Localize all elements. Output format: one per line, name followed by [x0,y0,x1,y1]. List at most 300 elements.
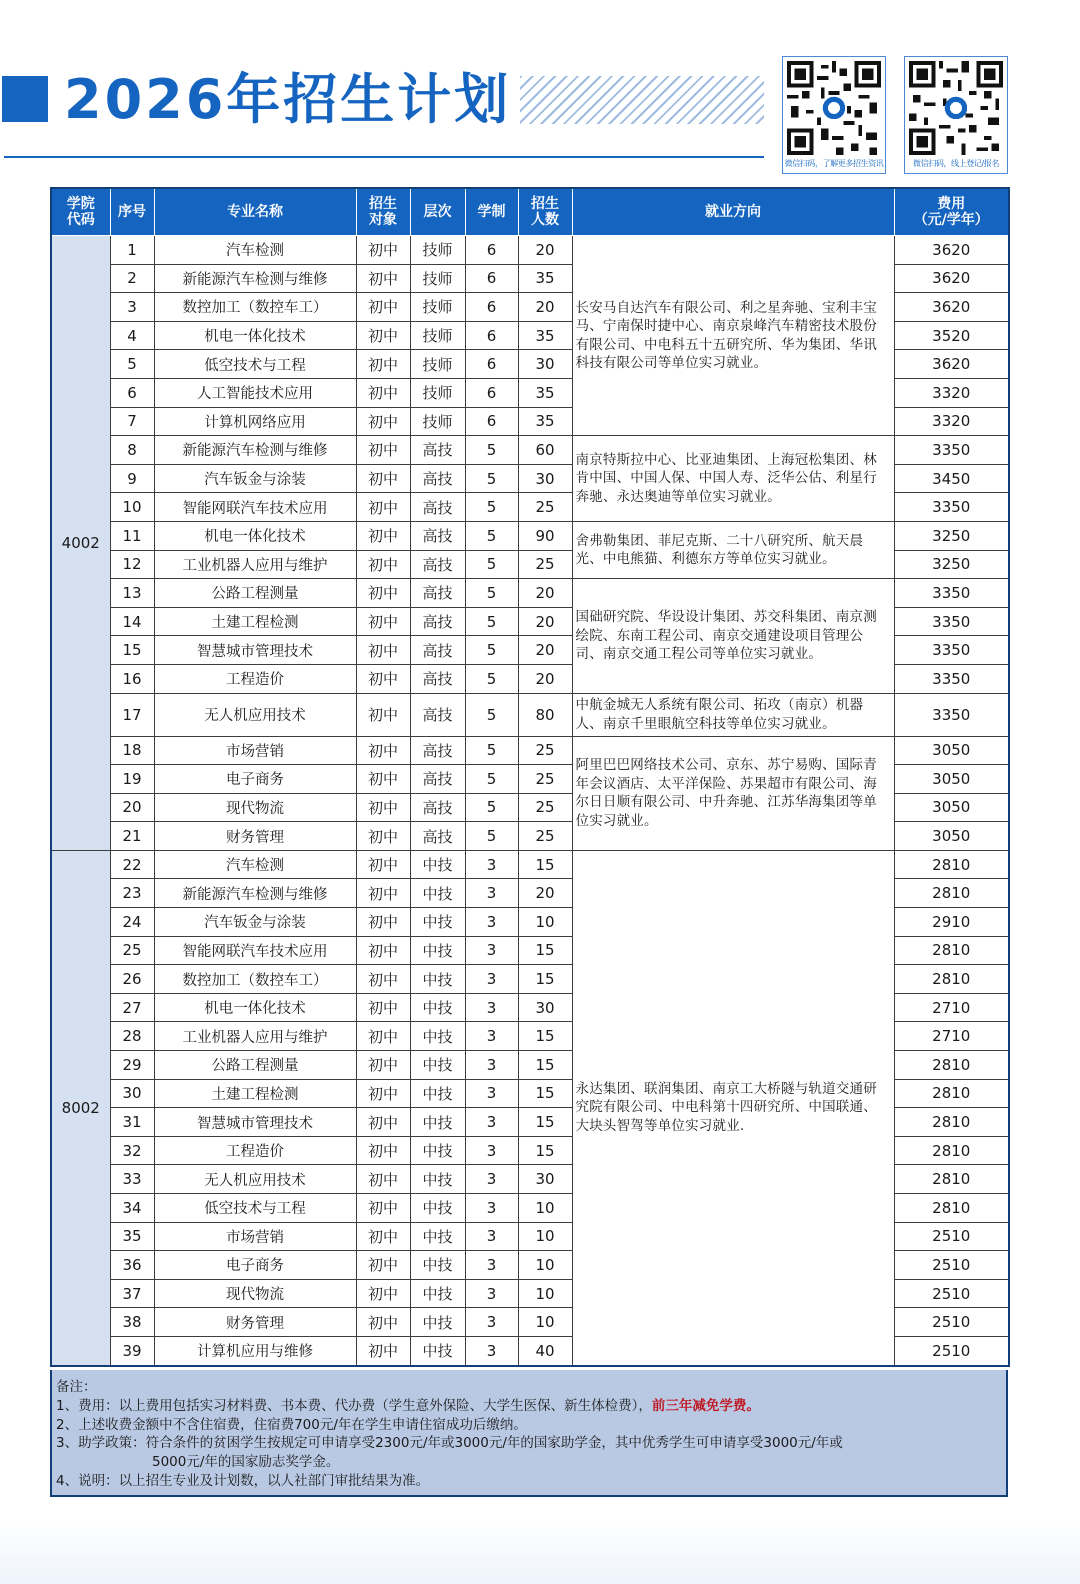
note-aid-line1: 3、助学政策：符合条件的贫困学生按规定可申请享受2300元/年或3000元/年的国家助学金，其中优秀学生可申请享受3000元/年或 [56,1435,843,1452]
level-cell: 高技 [410,436,465,465]
level-cell: 技师 [410,378,465,407]
target-cell: 初中 [356,293,410,322]
count-cell: 35 [518,378,572,407]
seq-cell: 7 [110,407,154,436]
level-cell: 技师 [410,407,465,436]
count-cell: 25 [518,765,572,794]
count-cell: 40 [518,1336,572,1365]
target-cell: 初中 [356,321,410,350]
seq-cell: 1 [110,236,154,265]
major-name-cell: 工业机器人应用与维护 [154,1022,356,1051]
fee-cell: 2810 [894,850,1009,879]
level-cell: 中技 [410,1136,465,1165]
level-cell: 高技 [410,521,465,550]
years-cell: 3 [465,1251,518,1280]
level-cell: 中技 [410,1308,465,1337]
major-name-cell: 智慧城市管理技术 [154,636,356,665]
qr-code-icon [787,61,881,155]
seq-cell: 33 [110,1165,154,1194]
level-cell: 中技 [410,936,465,965]
years-cell: 3 [465,1165,518,1194]
count-cell: 35 [518,264,572,293]
fee-cell: 2810 [894,1079,1009,1108]
major-name-cell: 新能源汽车检测与维修 [154,264,356,293]
major-name-cell: 无人机应用技术 [154,693,356,736]
fee-cell: 2810 [894,1108,1009,1137]
fee-cell: 3350 [894,436,1009,465]
qr-caption-register: 微信扫码，线上登记/报名 [913,159,999,168]
count-cell: 10 [518,1222,572,1251]
count-cell: 35 [518,321,572,350]
count-cell: 15 [518,850,572,879]
table-row [51,850,1009,879]
seq-cell: 14 [110,607,154,636]
years-cell: 5 [465,636,518,665]
major-name-cell: 机电一体化技术 [154,521,356,550]
seq-cell: 25 [110,936,154,965]
target-cell: 初中 [356,436,410,465]
target-cell: 初中 [356,693,410,736]
years-cell: 3 [465,993,518,1022]
count-cell: 25 [518,550,572,579]
target-cell: 初中 [356,1165,410,1194]
col-header-seq: 序号 [110,188,154,236]
years-cell: 5 [465,521,518,550]
count-cell: 35 [518,407,572,436]
col-header-level: 层次 [410,188,465,236]
level-cell: 中技 [410,1051,465,1080]
years-cell: 3 [465,879,518,908]
target-cell: 初中 [356,264,410,293]
target-cell: 初中 [356,550,410,579]
seq-cell: 28 [110,1022,154,1051]
years-cell: 6 [465,236,518,265]
fee-cell: 3620 [894,350,1009,379]
years-cell: 5 [465,736,518,765]
college-code-cell: 4002 [51,236,110,851]
seq-cell: 22 [110,850,154,879]
table-row [51,236,1009,265]
level-cell: 中技 [410,1251,465,1280]
level-cell: 中技 [410,965,465,994]
years-cell: 6 [465,378,518,407]
level-cell: 中技 [410,1336,465,1365]
seq-cell: 16 [110,664,154,693]
table-row [51,736,1009,765]
years-cell: 3 [465,936,518,965]
level-cell: 中技 [410,1022,465,1051]
target-cell: 初中 [356,1251,410,1280]
seq-cell: 5 [110,350,154,379]
years-cell: 3 [465,1108,518,1137]
title-underline [4,156,764,158]
major-name-cell: 智慧城市管理技术 [154,1108,356,1137]
fee-cell: 2510 [894,1336,1009,1365]
seq-cell: 15 [110,636,154,665]
level-cell: 技师 [410,293,465,322]
qr-caption-info: 微信扫码，了解更多招生资讯 [784,159,884,168]
qr-card-register[interactable] [904,56,1008,174]
employment-cell: 舍弗勒集团、菲尼克斯、二十八研究所、航天晨光、中电熊猫、利德东方等单位实习就业。 [572,521,894,578]
target-cell: 初中 [356,1222,410,1251]
page-title: 2026年招生计划 [64,68,512,131]
count-cell: 25 [518,493,572,522]
note-housing: 2、上述收费金额中不含住宿费，住宿费700元/年在学生申请住宿成功后缴纳。 [56,1416,527,1433]
count-cell: 10 [518,1308,572,1337]
target-cell: 初中 [356,879,410,908]
target-cell: 初中 [356,1308,410,1337]
fee-cell: 3250 [894,521,1009,550]
fee-cell: 2810 [894,1194,1009,1223]
level-cell: 中技 [410,1165,465,1194]
level-cell: 中技 [410,1279,465,1308]
seq-cell: 26 [110,965,154,994]
target-cell: 初中 [356,407,410,436]
level-cell: 中技 [410,993,465,1022]
fee-cell: 3350 [894,607,1009,636]
count-cell: 30 [518,350,572,379]
major-name-cell: 无人机应用技术 [154,1165,356,1194]
target-cell: 初中 [356,965,410,994]
level-cell: 技师 [410,350,465,379]
count-cell: 25 [518,793,572,822]
count-cell: 15 [518,965,572,994]
seq-cell: 2 [110,264,154,293]
employment-cell: 南京特斯拉中心、比亚迪集团、上海冠松集团、林肯中国、中国人保、中国人寿、泛华公估、利星行奔驰、永达奥迪等单位实习就业。 [572,436,894,522]
level-cell: 技师 [410,236,465,265]
table-row [51,521,1009,550]
major-name-cell: 电子商务 [154,765,356,794]
fee-cell: 2710 [894,993,1009,1022]
title-square-decoration [2,76,48,122]
count-cell: 30 [518,1165,572,1194]
seq-cell: 6 [110,378,154,407]
count-cell: 80 [518,693,572,736]
count-cell: 25 [518,736,572,765]
major-name-cell: 低空技术与工程 [154,350,356,379]
table-body [51,236,1009,1366]
years-cell: 5 [465,436,518,465]
target-cell: 初中 [356,936,410,965]
years-cell: 5 [465,693,518,736]
level-cell: 高技 [410,493,465,522]
target-cell: 初中 [356,793,410,822]
target-cell: 初中 [356,736,410,765]
fee-cell: 3350 [894,493,1009,522]
fee-cell: 3050 [894,822,1009,851]
table-row [51,436,1009,465]
level-cell: 高技 [410,607,465,636]
years-cell: 3 [465,1022,518,1051]
major-name-cell: 市场营销 [154,736,356,765]
major-name-cell: 财务管理 [154,1308,356,1337]
target-cell: 初中 [356,493,410,522]
seq-cell: 12 [110,550,154,579]
level-cell: 中技 [410,1108,465,1137]
fee-cell: 3450 [894,464,1009,493]
level-cell: 高技 [410,765,465,794]
level-cell: 高技 [410,736,465,765]
major-name-cell: 公路工程测量 [154,1051,356,1080]
count-cell: 20 [518,236,572,265]
fee-cell: 3050 [894,765,1009,794]
seq-cell: 20 [110,793,154,822]
count-cell: 10 [518,1279,572,1308]
fee-cell: 2510 [894,1251,1009,1280]
level-cell: 中技 [410,908,465,937]
count-cell: 15 [518,1051,572,1080]
major-name-cell: 汽车检测 [154,236,356,265]
fee-cell: 2510 [894,1308,1009,1337]
major-name-cell: 机电一体化技术 [154,993,356,1022]
fee-cell: 3320 [894,407,1009,436]
count-cell: 10 [518,908,572,937]
target-cell: 初中 [356,350,410,379]
years-cell: 5 [465,550,518,579]
count-cell: 20 [518,879,572,908]
employment-cell: 中航金城无人系统有限公司、拓攻（南京）机器人、南京千里眼航空科技等单位实习就业。 [572,693,894,736]
note-fees-highlight: 前三年减免学费。 [651,1397,760,1414]
target-cell: 初中 [356,378,410,407]
major-name-cell: 现代物流 [154,793,356,822]
years-cell: 3 [465,1308,518,1337]
col-header-years: 学制 [465,188,518,236]
seq-cell: 17 [110,693,154,736]
bottom-background [0,1520,1080,1584]
years-cell: 3 [465,1136,518,1165]
major-name-cell: 电子商务 [154,1251,356,1280]
seq-cell: 10 [110,493,154,522]
major-name-cell: 新能源汽车检测与维修 [154,879,356,908]
level-cell: 中技 [410,1222,465,1251]
major-name-cell: 人工智能技术应用 [154,378,356,407]
fee-cell: 2810 [894,936,1009,965]
target-cell: 初中 [356,236,410,265]
employment-cell: 阿里巴巴网络技术公司、京东、苏宁易购、国际青年会议酒店、太平洋保险、苏果超市有限公司、海尔日日顺有限公司、中升奔驰、江苏华海集团等单位实习就业。 [572,736,894,850]
target-cell: 初中 [356,1336,410,1365]
target-cell: 初中 [356,765,410,794]
major-name-cell: 数控加工（数控车工） [154,965,356,994]
title-stripes-decoration [520,76,764,124]
years-cell: 3 [465,1051,518,1080]
fee-cell: 3520 [894,321,1009,350]
seq-cell: 11 [110,521,154,550]
target-cell: 初中 [356,636,410,665]
fee-cell: 2510 [894,1279,1009,1308]
years-cell: 3 [465,1222,518,1251]
years-cell: 3 [465,1079,518,1108]
fee-cell: 2710 [894,1022,1009,1051]
years-cell: 6 [465,407,518,436]
major-name-cell: 汽车钣金与涂装 [154,908,356,937]
years-cell: 5 [465,579,518,608]
target-cell: 初中 [356,1194,410,1223]
level-cell: 高技 [410,664,465,693]
target-cell: 初中 [356,1108,410,1137]
years-cell: 5 [465,607,518,636]
count-cell: 15 [518,1108,572,1137]
level-cell: 中技 [410,879,465,908]
seq-cell: 34 [110,1194,154,1223]
note-fees [56,1397,1000,1416]
employment-cell: 永达集团、联润集团、南京工大桥隧与轨道交通研究院有限公司、中电科第十四研究所、中国联通、大块头智驾等单位实习就业. [572,850,894,1365]
seq-cell: 4 [110,321,154,350]
fee-cell: 3350 [894,579,1009,608]
major-name-cell: 土建工程检测 [154,607,356,636]
fee-cell: 3620 [894,236,1009,265]
count-cell: 20 [518,636,572,665]
seq-cell: 3 [110,293,154,322]
years-cell: 5 [465,765,518,794]
fee-cell: 3350 [894,636,1009,665]
fee-cell: 3350 [894,693,1009,736]
fee-cell: 2910 [894,908,1009,937]
level-cell: 高技 [410,636,465,665]
notes-title: 备注： [56,1379,97,1395]
qr-code-icon [909,61,1003,155]
years-cell: 6 [465,321,518,350]
employment-cell: 国础研究院、华设设计集团、苏交科集团、南京测绘院、东南工程公司、南京交通建设项目管理公司、南京交通工程公司等单位实习就业。 [572,579,894,693]
target-cell: 初中 [356,579,410,608]
seq-cell: 18 [110,736,154,765]
count-cell: 10 [518,1194,572,1223]
major-name-cell: 工业机器人应用与维护 [154,550,356,579]
level-cell: 中技 [410,850,465,879]
seq-cell: 19 [110,765,154,794]
major-name-cell: 新能源汽车检测与维修 [154,436,356,465]
years-cell: 6 [465,264,518,293]
seq-cell: 9 [110,464,154,493]
level-cell: 高技 [410,579,465,608]
level-cell: 高技 [410,793,465,822]
seq-cell: 38 [110,1308,154,1337]
target-cell: 初中 [356,822,410,851]
major-name-cell: 工程造价 [154,664,356,693]
years-cell: 3 [465,1336,518,1365]
fee-cell: 2810 [894,879,1009,908]
col-header-name: 专业名称 [154,188,356,236]
count-cell: 30 [518,464,572,493]
col-header-target: 招生 对象 [356,188,410,236]
years-cell: 3 [465,965,518,994]
count-cell: 20 [518,293,572,322]
fee-cell: 2810 [894,1051,1009,1080]
table-header-row [51,188,1009,236]
col-header-employment: 就业方向 [572,188,894,236]
seq-cell: 35 [110,1222,154,1251]
notes-panel [50,1370,1008,1497]
fee-cell: 3050 [894,793,1009,822]
target-cell: 初中 [356,1279,410,1308]
level-cell: 中技 [410,1079,465,1108]
seq-cell: 31 [110,1108,154,1137]
level-cell: 中技 [410,1194,465,1223]
level-cell: 高技 [410,693,465,736]
years-cell: 3 [465,1279,518,1308]
count-cell: 30 [518,993,572,1022]
years-cell: 5 [465,493,518,522]
target-cell: 初中 [356,1136,410,1165]
seq-cell: 36 [110,1251,154,1280]
count-cell: 60 [518,436,572,465]
count-cell: 90 [518,521,572,550]
seq-cell: 23 [110,879,154,908]
years-cell: 6 [465,293,518,322]
table-row [51,693,1009,736]
seq-cell: 13 [110,579,154,608]
count-cell: 20 [518,579,572,608]
fee-cell: 3250 [894,550,1009,579]
count-cell: 20 [518,607,572,636]
fee-cell: 2810 [894,1165,1009,1194]
years-cell: 6 [465,350,518,379]
major-name-cell: 汽车检测 [154,850,356,879]
fee-cell: 2810 [894,965,1009,994]
fee-cell: 3320 [894,378,1009,407]
level-cell: 技师 [410,321,465,350]
count-cell: 25 [518,822,572,851]
major-name-cell: 计算机应用与维修 [154,1336,356,1365]
qr-card-info[interactable] [782,56,886,174]
target-cell: 初中 [356,1051,410,1080]
level-cell: 高技 [410,822,465,851]
seq-cell: 32 [110,1136,154,1165]
count-cell: 15 [518,1022,572,1051]
level-cell: 技师 [410,264,465,293]
target-cell: 初中 [356,850,410,879]
major-name-cell: 公路工程测量 [154,579,356,608]
major-name-cell: 计算机网络应用 [154,407,356,436]
target-cell: 初中 [356,607,410,636]
col-header-fee: 费用 （元/学年） [894,188,1009,236]
fee-cell: 3620 [894,293,1009,322]
major-name-cell: 智能网联汽车技术应用 [154,936,356,965]
target-cell: 初中 [356,464,410,493]
years-cell: 5 [465,822,518,851]
level-cell: 高技 [410,464,465,493]
count-cell: 15 [518,1079,572,1108]
college-code-cell: 8002 [51,850,110,1365]
fee-cell: 3620 [894,264,1009,293]
fee-cell: 2510 [894,1222,1009,1251]
major-name-cell: 市场营销 [154,1222,356,1251]
count-cell: 15 [518,1136,572,1165]
count-cell: 20 [518,664,572,693]
count-cell: 15 [518,936,572,965]
years-cell: 5 [465,464,518,493]
fee-cell: 3050 [894,736,1009,765]
years-cell: 3 [465,1194,518,1223]
seq-cell: 24 [110,908,154,937]
major-name-cell: 机电一体化技术 [154,321,356,350]
seq-cell: 37 [110,1279,154,1308]
years-cell: 3 [465,908,518,937]
enrollment-plan-table [50,187,1010,1367]
major-name-cell: 数控加工（数控车工） [154,293,356,322]
years-cell: 5 [465,793,518,822]
major-name-cell: 智能网联汽车技术应用 [154,493,356,522]
seq-cell: 39 [110,1336,154,1365]
target-cell: 初中 [356,1022,410,1051]
col-header-count: 招生 人数 [518,188,572,236]
major-name-cell: 低空技术与工程 [154,1194,356,1223]
major-name-cell: 土建工程检测 [154,1079,356,1108]
major-name-cell: 财务管理 [154,822,356,851]
target-cell: 初中 [356,521,410,550]
seq-cell: 27 [110,993,154,1022]
target-cell: 初中 [356,993,410,1022]
seq-cell: 21 [110,822,154,851]
